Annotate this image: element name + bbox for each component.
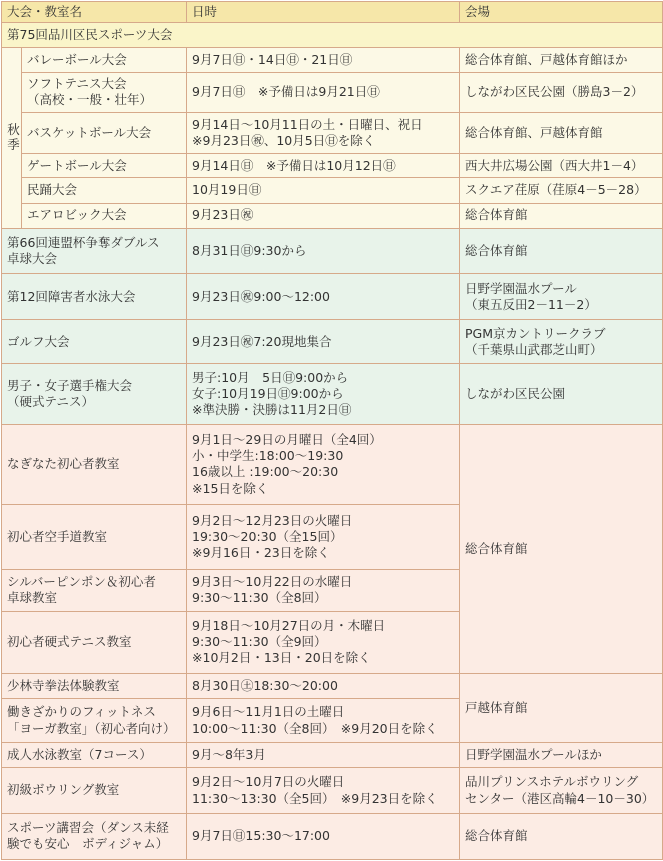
event-datetime-line: 9月7日㊐・14日㊐・21日㊐ bbox=[192, 51, 353, 67]
event-datetime bbox=[187, 48, 460, 73]
class-venue bbox=[460, 813, 663, 859]
class-datetime-line: ※9月16日・23日を除く bbox=[192, 545, 330, 561]
event-datetime bbox=[187, 320, 460, 364]
class-name bbox=[2, 699, 187, 743]
event-name-line: ゲートボール大会 bbox=[27, 157, 127, 173]
class-datetime-line: 9:30～11:30（全9回） bbox=[192, 634, 327, 650]
event-venue bbox=[460, 274, 663, 320]
table-row bbox=[2, 364, 663, 425]
class-name bbox=[2, 611, 187, 674]
table-row bbox=[2, 228, 663, 274]
class-datetime bbox=[187, 611, 460, 674]
event-name bbox=[22, 178, 187, 203]
event-name-line: 男子・女子選手権大会 bbox=[7, 377, 133, 393]
event-venue-line: 総合体育館、戸越体育館ほか bbox=[465, 51, 628, 67]
class-datetime-line: 9月6日～11月1日の土曜日 bbox=[192, 704, 345, 720]
class-name bbox=[2, 768, 187, 814]
event-datetime bbox=[187, 112, 460, 154]
table-row bbox=[2, 320, 663, 364]
event-venue bbox=[460, 203, 663, 228]
table-row bbox=[2, 203, 663, 228]
event-venue-line: （東五反田2－11－2） bbox=[465, 296, 597, 312]
event-venue-line: 日野学園温水プール bbox=[465, 280, 577, 296]
table-row bbox=[2, 674, 663, 699]
event-venue-line: スクエア荏原（荏原4－5－28） bbox=[465, 182, 647, 198]
event-name bbox=[2, 320, 187, 364]
class-name bbox=[2, 743, 187, 768]
class-name-line: 「ヨーガ教室」（初心者向け） bbox=[7, 720, 176, 736]
class-venue bbox=[460, 743, 663, 768]
class-datetime-line: 9月7日㊐15:30～17:00 bbox=[192, 828, 330, 844]
table-row bbox=[2, 743, 663, 768]
table-row bbox=[2, 112, 663, 154]
class-datetime-line: 9:30～11:30（全8回） bbox=[192, 590, 327, 606]
event-venue-line: しながわ区民公園 bbox=[465, 385, 566, 401]
group-row bbox=[2, 23, 663, 48]
table-row bbox=[2, 813, 663, 859]
class-venue-line: 戸越体育館 bbox=[465, 699, 528, 715]
class-datetime-line: 9月2日～12月23日の火曜日 bbox=[192, 512, 353, 528]
table-row bbox=[2, 274, 663, 320]
event-venue bbox=[460, 364, 663, 425]
event-venue-line: しながわ区民公園（勝島3－2） bbox=[465, 84, 644, 100]
table-row bbox=[2, 48, 663, 73]
class-datetime-line: 9月1日～29日の月曜日（全4回） bbox=[192, 431, 382, 447]
class-datetime-line: 16歳以上 :19:00～20:30 bbox=[192, 464, 339, 480]
class-datetime-line: 9月～8年3月 bbox=[192, 746, 266, 762]
event-name-line: 卓球大会 bbox=[7, 251, 58, 267]
class-name-line: 初級ボウリング教室 bbox=[7, 782, 120, 798]
class-name bbox=[2, 674, 187, 699]
header-name: 大会・教室名 bbox=[2, 2, 187, 23]
class-datetime bbox=[187, 505, 460, 570]
event-name-line: 第12回障害者水泳大会 bbox=[7, 288, 136, 304]
class-datetime bbox=[187, 813, 460, 859]
class-datetime-line: ※15日を除く bbox=[192, 480, 269, 496]
event-name-line: （高校・一般・壮年） bbox=[27, 92, 153, 108]
class-name-line: 成人水泳教室（7コース） bbox=[7, 746, 152, 762]
event-name bbox=[2, 364, 187, 425]
event-name bbox=[22, 73, 187, 113]
event-datetime-line: 10月19日㊐ bbox=[192, 182, 262, 198]
class-venue bbox=[460, 768, 663, 814]
event-datetime bbox=[187, 274, 460, 320]
event-name-line: バスケットボール大会 bbox=[27, 124, 152, 140]
event-datetime-line: 9月7日㊐ ※予備日は9月21日㊐ bbox=[192, 84, 380, 100]
table-row bbox=[2, 768, 663, 814]
event-name-line: 民踊大会 bbox=[27, 182, 78, 198]
class-name-line: 初心者硬式テニス教室 bbox=[7, 634, 132, 650]
event-name bbox=[22, 203, 187, 228]
event-venue-line: 総合体育館 bbox=[465, 207, 528, 223]
table-row bbox=[2, 424, 663, 504]
event-venue-line: 総合体育館、戸越体育館 bbox=[465, 124, 603, 140]
event-datetime-line: 女子:10月19日㊐9:00から bbox=[192, 385, 344, 401]
event-datetime-line: 9月14日㊐ ※予備日は10月12日㊐ bbox=[192, 157, 396, 173]
class-datetime bbox=[187, 424, 460, 504]
class-name-line: 少林寺拳法体験教室 bbox=[7, 678, 120, 694]
schedule-table bbox=[1, 1, 663, 860]
class-datetime-line: 19:30～20:30（全15回） bbox=[192, 528, 343, 544]
event-datetime-line: 9月23日㊗9:00～12:00 bbox=[192, 288, 330, 304]
event-datetime bbox=[187, 154, 460, 178]
class-datetime bbox=[187, 743, 460, 768]
event-name bbox=[22, 154, 187, 178]
table-row bbox=[2, 178, 663, 203]
class-venue-line: 総合体育館 bbox=[465, 828, 528, 844]
event-name bbox=[22, 48, 187, 73]
class-name bbox=[2, 424, 187, 504]
header-venue: 会場 bbox=[460, 2, 663, 23]
class-datetime bbox=[187, 569, 460, 611]
event-name bbox=[2, 274, 187, 320]
event-datetime-line: ※9月23日㊗、10月5日㊐を除く bbox=[192, 133, 376, 149]
header-datetime: 日時 bbox=[187, 2, 460, 23]
event-datetime bbox=[187, 73, 460, 113]
event-venue bbox=[460, 73, 663, 113]
class-datetime-line: 9月18日～10月27日の月・木曜日 bbox=[192, 617, 386, 633]
class-venue bbox=[460, 424, 663, 673]
event-datetime-line: 9月14日～10月11日の土・日曜日、祝日 bbox=[192, 116, 423, 132]
class-name-line: 卓球教室 bbox=[7, 590, 58, 606]
event-name-line: エアロビック大会 bbox=[27, 207, 127, 223]
event-venue bbox=[460, 320, 663, 364]
class-datetime-line: 9月3日～10月22日の水曜日 bbox=[192, 573, 353, 589]
event-name-line: バレーボール大会 bbox=[27, 51, 127, 67]
event-datetime bbox=[187, 178, 460, 203]
event-datetime-line: 9月23日㊗ bbox=[192, 207, 254, 223]
event-name-line: ゴルフ大会 bbox=[7, 333, 70, 349]
event-datetime-line: ※準決勝・決勝は11月2日㊐ bbox=[192, 402, 352, 418]
event-datetime bbox=[187, 228, 460, 274]
event-name-line: ソフトテニス大会 bbox=[27, 76, 127, 92]
header-row bbox=[2, 2, 663, 23]
class-name-line: なぎなた初心者教室 bbox=[7, 456, 120, 472]
class-datetime-line: ※10月2日・13日・20日を除く bbox=[192, 650, 371, 666]
event-datetime-line: 8月31日㊐9:30から bbox=[192, 242, 307, 258]
event-datetime-line: 男子:10月 5日㊐9:00から bbox=[192, 369, 349, 385]
class-venue-line: 総合体育館 bbox=[465, 540, 528, 556]
class-name bbox=[2, 569, 187, 611]
class-datetime bbox=[187, 768, 460, 814]
event-venue-line: PGM京カントリークラブ bbox=[465, 325, 606, 341]
class-venue-line: 品川プリンスホテルボウリング bbox=[465, 774, 639, 790]
event-datetime bbox=[187, 364, 460, 425]
class-name-line: スポーツ講習会（ダンス未経 bbox=[7, 820, 169, 836]
class-name-line: 験でも安心 ボディジャム） bbox=[7, 836, 169, 852]
event-name bbox=[2, 228, 187, 274]
class-venue-line: センター（港区高輪4－10－30） bbox=[465, 790, 655, 806]
class-name-line: 初心者空手道教室 bbox=[7, 528, 108, 544]
group-title: 第75回品川区民スポーツ大会 bbox=[2, 23, 663, 48]
table-row bbox=[2, 73, 663, 113]
event-name-line: （硬式テニス） bbox=[7, 393, 95, 409]
class-datetime-line: 9月2日～10月7日の火曜日 bbox=[192, 774, 345, 790]
event-venue-line: 総合体育館 bbox=[465, 242, 528, 258]
event-venue bbox=[460, 178, 663, 203]
event-name-line: 第66回連盟杯争奪ダブルス bbox=[7, 234, 160, 250]
class-name bbox=[2, 813, 187, 859]
class-venue-line: 日野学園温水プールほか bbox=[465, 746, 602, 762]
class-name-line: シルバーピンポン＆初心者 bbox=[7, 573, 156, 589]
event-venue bbox=[460, 154, 663, 178]
class-datetime-line: 10:00～11:30（全8回） ※9月20日を除く bbox=[192, 720, 438, 736]
event-venue-line: 西大井広場公園（西大井1－4） bbox=[465, 157, 644, 173]
autumn-season-text: 秋季 bbox=[7, 122, 20, 153]
class-datetime-line: 11:30～13:30（全5回） ※9月23日を除く bbox=[192, 790, 438, 806]
event-venue-line: （千葉県山武郡芝山町） bbox=[465, 341, 603, 357]
event-datetime-line: 9月23日㊗7:20現地集合 bbox=[192, 333, 332, 349]
event-venue bbox=[460, 112, 663, 154]
event-name bbox=[22, 112, 187, 154]
class-datetime bbox=[187, 699, 460, 743]
class-datetime-line: 8月30日㊏18:30～20:00 bbox=[192, 678, 338, 694]
event-datetime bbox=[187, 203, 460, 228]
event-venue bbox=[460, 228, 663, 274]
class-datetime bbox=[187, 674, 460, 699]
class-venue bbox=[460, 674, 663, 743]
table-row bbox=[2, 154, 663, 178]
class-datetime-line: 小・中学生:18:00～19:30 bbox=[192, 448, 344, 464]
class-name bbox=[2, 505, 187, 570]
autumn-season-label bbox=[2, 48, 22, 229]
class-name-line: 働きざかりのフィットネス bbox=[7, 704, 156, 720]
event-venue bbox=[460, 48, 663, 73]
